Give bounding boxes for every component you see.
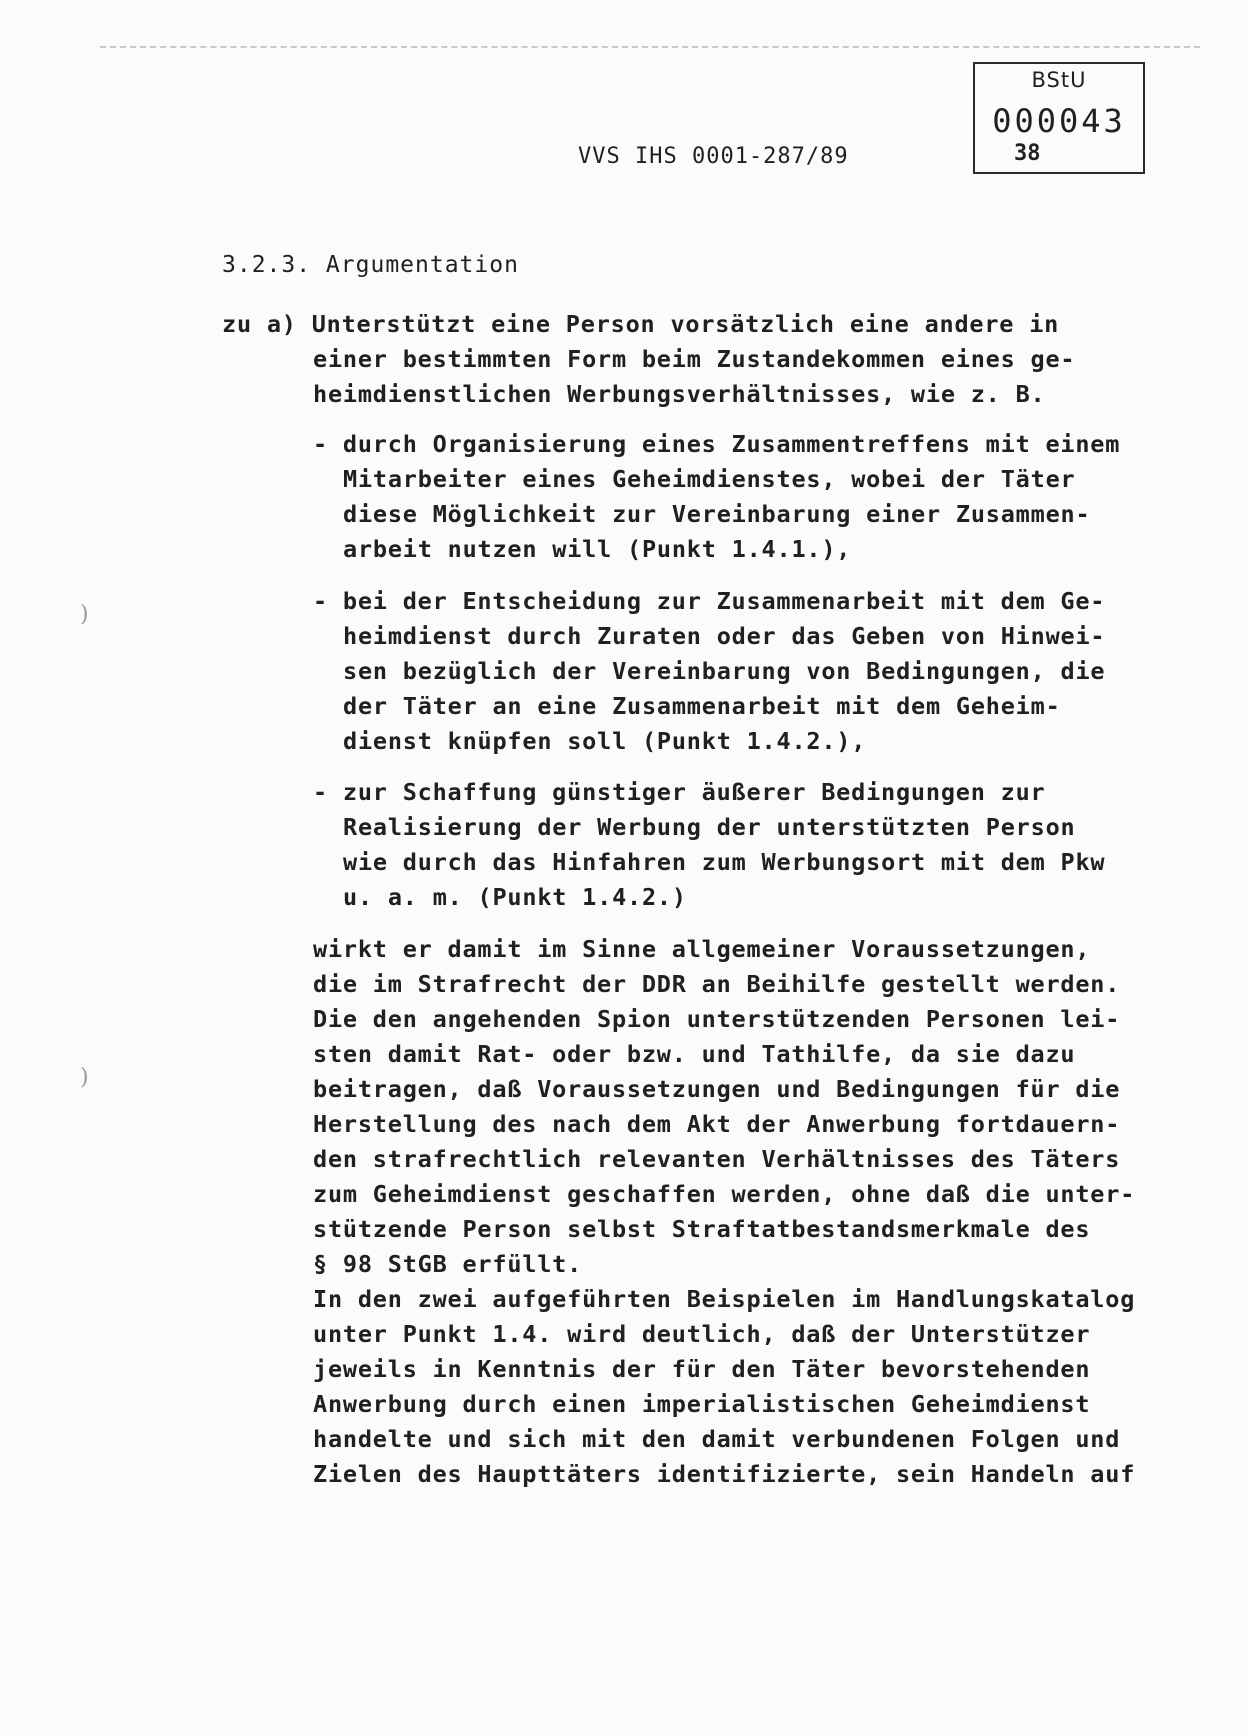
text-line: Die den angehenden Spion unterstützenden Personen lei- (313, 1005, 1121, 1033)
stamp-number: 000043 (992, 102, 1126, 140)
text-line: Anwerbung durch einen imperialistischen Geheimdienst (313, 1390, 1091, 1418)
page-number: 38 (1014, 141, 1041, 166)
bullet-line: wie durch das Hinfahren zum Werbungsort mit dem Pkw (343, 848, 1106, 876)
document-reference: VVS IHS 0001-287/89 (578, 144, 849, 169)
bullet-line: Realisierung der Werbung der unterstützten Person (343, 813, 1076, 841)
bullet-line: u. a. m. (Punkt 1.4.2.) (343, 883, 687, 911)
text-line: einer bestimmten Form beim Zustandekommen eines ge- (313, 345, 1076, 373)
text-line: unter Punkt 1.4. wird deutlich, daß der Unterstützer (313, 1320, 1091, 1348)
bullet-line: der Täter an eine Zusammenarbeit mit dem Geheim- (343, 692, 1061, 720)
bullet-line: - durch Organisierung eines Zusammentreffens mit einem (313, 430, 1121, 458)
text-line: sten damit Rat- oder bzw. und Tathilfe, da sie dazu (313, 1040, 1076, 1068)
text-line: zu a) Unterstützt eine Person vorsätzlich eine andere in (222, 310, 1060, 338)
text-line: heimdienstlichen Werbungsverhältnisses, wie z. B. (313, 380, 1046, 408)
text-line: wirkt er damit im Sinne allgemeiner Voraussetzungen, (313, 935, 1091, 963)
archive-stamp (973, 62, 1145, 174)
bullet-line: - bei der Entscheidung zur Zusammenarbeit mit dem Ge- (313, 587, 1106, 615)
scan-artifact-mark: ) (80, 1065, 89, 1090)
text-line: § 98 StGB erfüllt. (313, 1250, 583, 1278)
text-line: den strafrechtlich relevanten Verhältnisses des Täters (313, 1145, 1121, 1173)
text-line: stützende Person selbst Straftatbestandsmerkmale des (313, 1215, 1091, 1243)
section-heading: 3.2.3. Argumentation (222, 252, 519, 278)
stamp-title: BStU (1031, 68, 1087, 92)
text-line: beitragen, daß Voraussetzungen und Bedingungen für die (313, 1075, 1121, 1103)
scan-edge (100, 46, 1200, 48)
text-line: In den zwei aufgeführten Beispielen im Handlungskatalog (313, 1285, 1136, 1313)
bullet-line: sen bezüglich der Vereinbarung von Bedingungen, die (343, 657, 1106, 685)
bullet-line: dienst knüpfen soll (Punkt 1.4.2.), (343, 727, 867, 755)
bullet-line: heimdienst durch Zuraten oder das Geben von Hinwei- (343, 622, 1106, 650)
text-line: jeweils in Kenntnis der für den Täter bevorstehenden (313, 1355, 1091, 1383)
text-line: Zielen des Haupttäters identifizierte, sein Handeln auf (313, 1460, 1136, 1488)
text-line: die im Strafrecht der DDR an Beihilfe gestellt werden. (313, 970, 1121, 998)
bullet-line: diese Möglichkeit zur Vereinbarung einer Zusammen- (343, 500, 1091, 528)
text-line: handelte und sich mit den damit verbundenen Folgen und (313, 1425, 1121, 1453)
text-line: Herstellung des nach dem Akt der Anwerbung fortdauern- (313, 1110, 1121, 1138)
scan-artifact-mark: ) (80, 602, 89, 627)
bullet-line: arbeit nutzen will (Punkt 1.4.1.), (343, 535, 852, 563)
bullet-line: Mitarbeiter eines Geheimdienstes, wobei der Täter (343, 465, 1076, 493)
bullet-line: - zur Schaffung günstiger äußerer Bedingungen zur (313, 778, 1046, 806)
text-line: zum Geheimdienst geschaffen werden, ohne daß die unter- (313, 1180, 1136, 1208)
